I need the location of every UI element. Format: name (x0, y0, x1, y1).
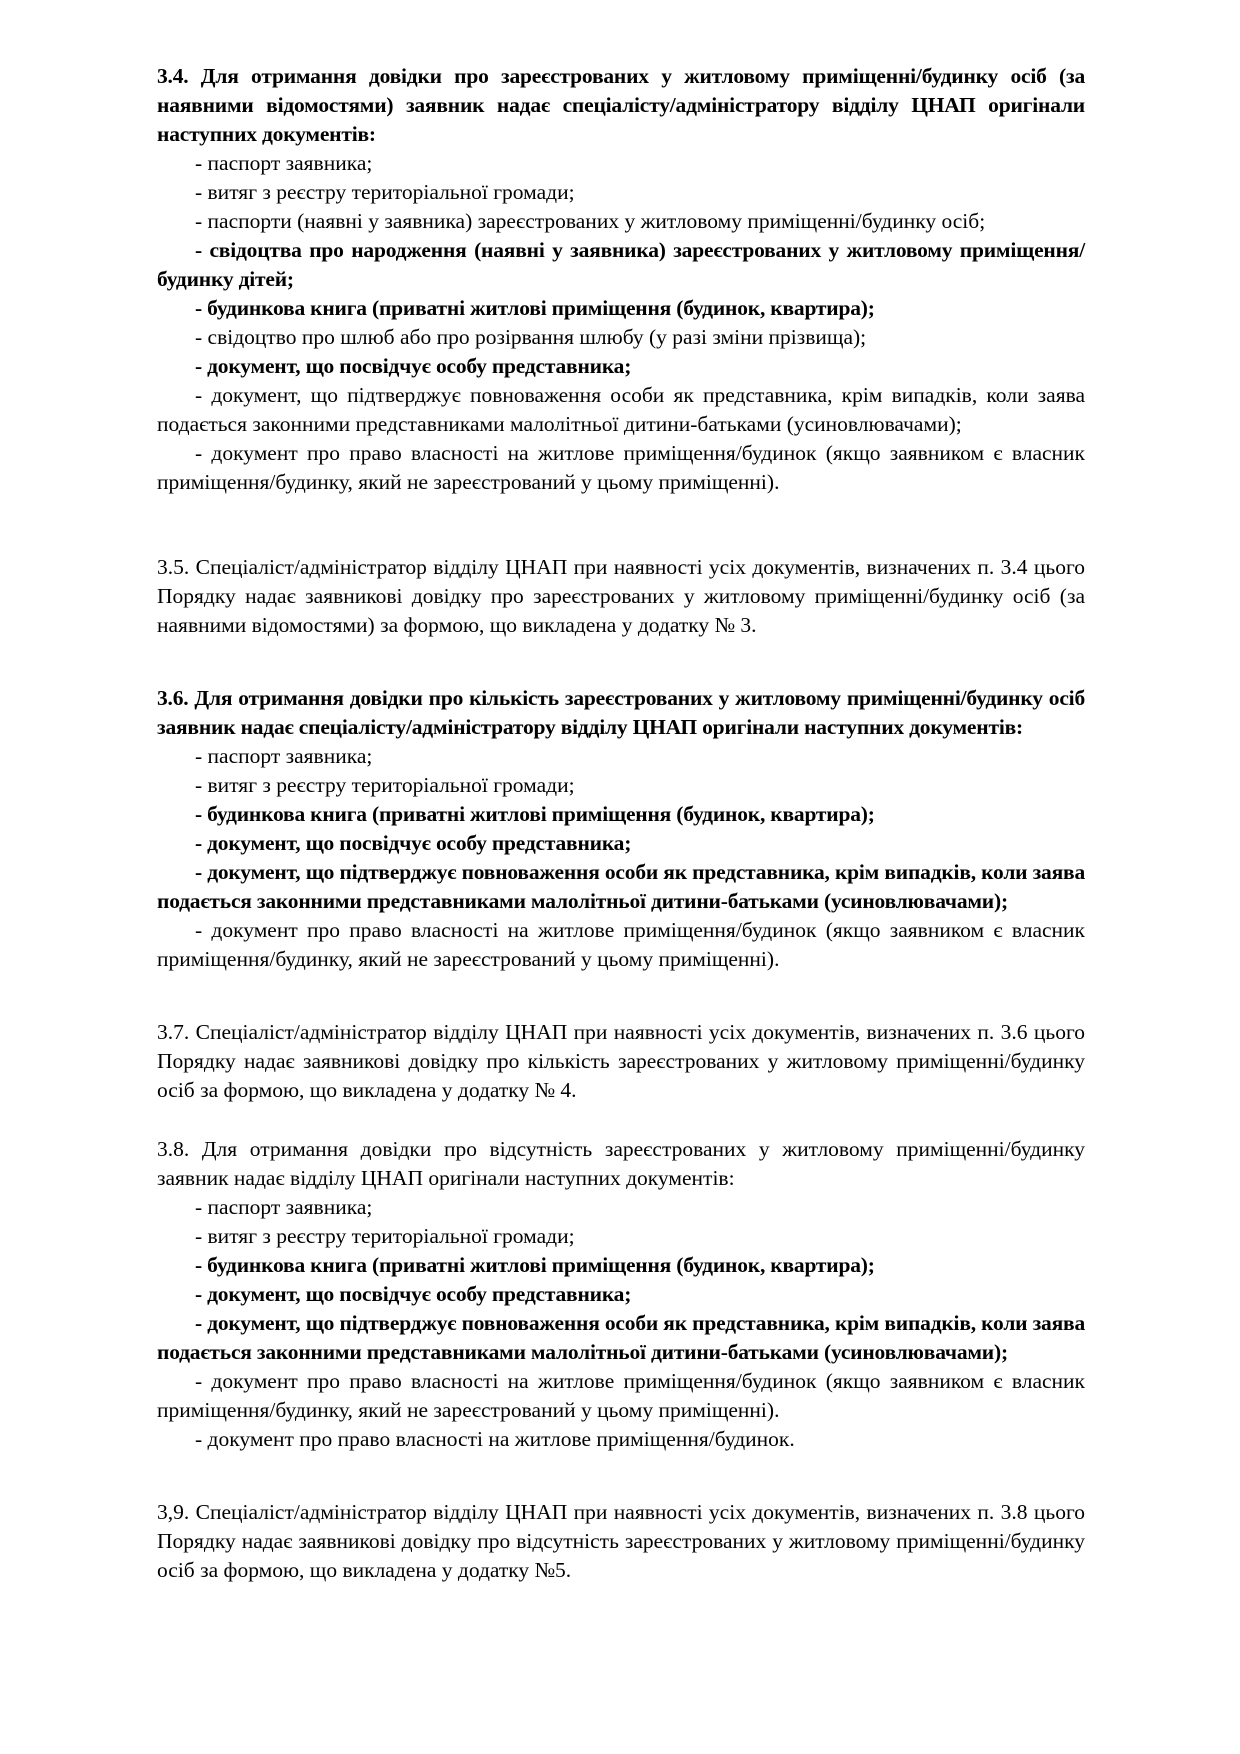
list-item-3-8-passport: - паспорт заявника; (195, 1195, 373, 1219)
list-item-3-4-rep-authority: - документ, що підтверджує повноваження особи як представника, крім випадків, коли заява подається законними представниками малолітньої дитини-батьками (усиновлювачами); (157, 383, 1085, 436)
list-item-3-6-house-book: - будинкова книга (приватні житлові приміщення (будинок, квартира); (195, 802, 875, 826)
list-item-3-8-house-book: - будинкова книга (приватні житлові приміщення (будинок, квартира); (195, 1253, 875, 1277)
paragraph-3-5: 3.5. Спеціаліст/адміністратор відділу ЦНАП при наявності усіх документів, визначених п. 3.4 цього Порядку надає заявникові довідку про зареєстрованих у житловому приміщенні/будинку осіб (за наявними відомостями) за формою, що викладена у додатку № 3. (157, 555, 1085, 637)
list-item-3-4-passport: - паспорт заявника; (195, 151, 373, 175)
list-item-3-8-rep-authority: - документ, що підтверджує повноваження особи як представника, крім випадків, коли заява подається законними представниками малолітньої дитини-батьками (усиновлювачами); (157, 1311, 1085, 1364)
list-item-3-6-rep-authority: - документ, що підтверджує повноваження особи як представника, крім випадків, коли заява подається законними представниками малолітньої дитини-батьками (усиновлювачами); (157, 860, 1085, 913)
paragraph-3-7: 3.7. Спеціаліст/адміністратор відділу ЦНАП при наявності усіх документів, визначених п. 3.6 цього Порядку надає заявникові довідку про кількість зареєстрованих у житловому приміщенні/будинку осіб за формою, що викладена у додатку № 4. (157, 1020, 1085, 1102)
list-item-3-8-ownership-short: - документ про право власності на житлове приміщення/будинок. (195, 1427, 795, 1451)
paragraph-3-4: 3.4. Для отримання довідки про зареєстрованих у житловому приміщенні/будинку осіб (за наявними відомостями) заявник надає спеціалісту/адміністратору відділу ЦНАП оригінали наступних документів: (157, 64, 1085, 146)
list-item-3-4-ownership: - документ про право власності на житлове приміщення/будинок (якщо заявником є власник приміщення/будинку, який не зареєстрований у цьому приміщенні). (157, 441, 1085, 494)
list-item-3-4-birth-certs: - свідоцтва про народження (наявні у заявника) зареєстрованих у житловому приміщення/будинку дітей; (157, 238, 1085, 291)
list-item-3-4-passports: - паспорти (наявні у заявника) зареєстрованих у житловому приміщенні/будинку осіб; (195, 209, 986, 233)
paragraph-3-9: 3,9. Спеціаліст/адміністратор відділу ЦНАП при наявності усіх документів, визначених п. 3.8 цього Порядку надає заявникові довідку про відсутність зареєстрованих у житловому приміщенні/будинку осіб за формою, що викладена у додатку №5. (157, 1500, 1085, 1582)
list-item-3-4-registry: - витяг з реєстру територіальної громади; (195, 180, 575, 204)
list-item-3-6-ownership: - документ про право власності на житлове приміщення/будинок (якщо заявником є власник приміщення/будинку, який не зареєстрований у цьому приміщенні). (157, 918, 1085, 971)
list-item-3-4-marriage-cert: - свідоцтво про шлюб або про розірвання шлюбу (у разі зміни прізвища); (195, 325, 867, 349)
paragraph-3-6: 3.6. Для отримання довідки про кількість зареєстрованих у житловому приміщенні/будинку осіб заявник надає спеціалісту/адміністратору відділу ЦНАП оригінали наступних документів: (157, 686, 1085, 739)
list-item-3-6-passport: - паспорт заявника; (195, 744, 373, 768)
list-item-3-8-ownership: - документ про право власності на житлове приміщення/будинок (якщо заявником є власник приміщення/будинку, який не зареєстрований у цьому приміщенні). (157, 1369, 1085, 1422)
document-page (157, 62, 1085, 1585)
list-item-3-4-house-book: - будинкова книга (приватні житлові приміщення (будинок, квартира); (195, 296, 875, 320)
list-item-3-4-rep-id: - документ, що посвідчує особу представника; (195, 354, 632, 378)
list-item-3-8-rep-id: - документ, що посвідчує особу представника; (195, 1282, 632, 1306)
list-item-3-8-registry: - витяг з реєстру територіальної громади; (195, 1224, 575, 1248)
paragraph-3-8: 3.8. Для отримання довідки про відсутність зареєстрованих у житловому приміщенні/будинку заявник надає відділу ЦНАП оригінали наступних документів: (157, 1137, 1085, 1190)
list-item-3-6-registry: - витяг з реєстру територіальної громади; (195, 773, 575, 797)
list-item-3-6-rep-id: - документ, що посвідчує особу представника; (195, 831, 632, 855)
